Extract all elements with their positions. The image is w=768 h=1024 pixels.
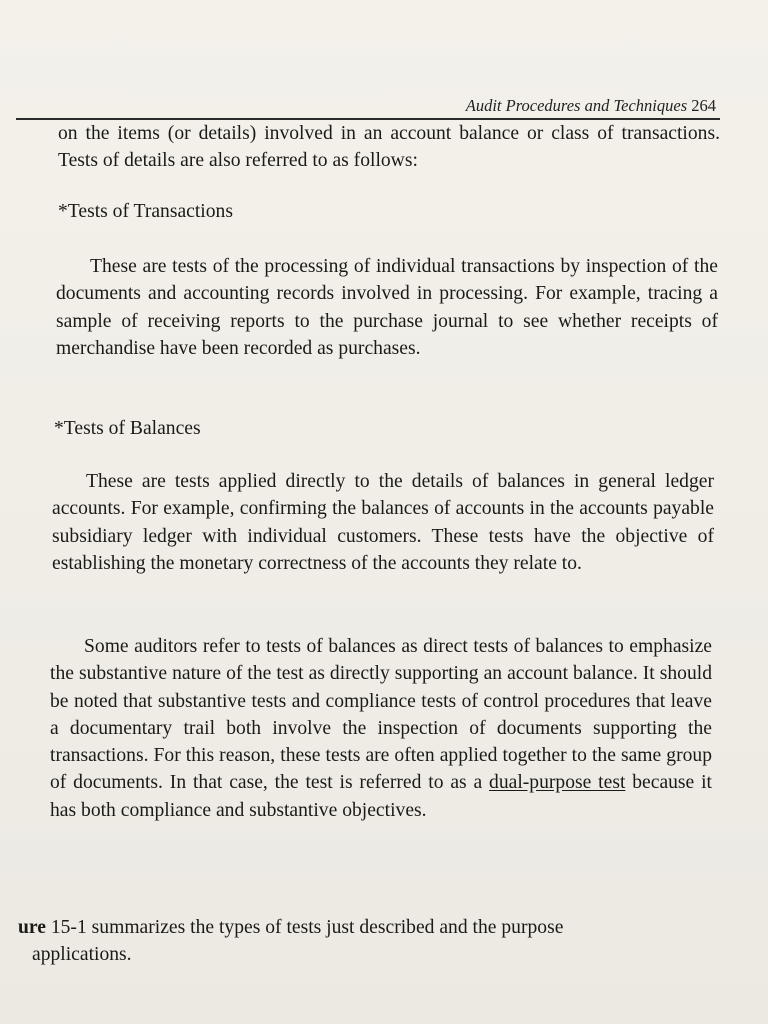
direct-tests-paragraph <box>50 633 712 824</box>
running-header <box>0 96 716 116</box>
figure-note-bold-start: ure <box>18 917 46 938</box>
figure-note-line2: applications. <box>32 944 132 966</box>
header-title: Audit Procedures and Techniques <box>465 96 688 115</box>
tests-of-transactions-paragraph: These are tests of the processing of individual transactions by inspection of the documents and accounting records involved in processing. For example, tracing a sample of receiving reports to the purchase journal to see whether receipts of merchandise have been recorded as purchases. <box>56 256 718 359</box>
tests-of-balances-paragraph: These are tests applied directly to the details of balances in general ledger accounts. For example, confirming the balances of accounts in the accounts payable subsidiary ledger with individual customers. These tests have the objective of establishing the monetary correctness of the accounts they relate to. <box>52 471 714 574</box>
intro-paragraph: on the items (or details) involved in an account balance or class of transactions. Tests of details are also referred to as follows: <box>58 123 720 172</box>
figure-note-paragraph <box>18 914 718 969</box>
direct-tests-text-after: because it has both compliance and substantive objectives. <box>50 772 712 821</box>
figure-note-text: 15-1 summarizes the types of tests just described and the purpose <box>45 917 564 938</box>
direct-tests-text-before: Some auditors refer to tests of balances as direct tests of balances to emphasize the substantive nature of the test as directly supporting an account balance. It should be noted that substantive tests and compliance tests of control procedures that leave a documentary trail both involve the inspection of documents supporting the transactions. For this reason, these tests are often applied together to the same group of documents. In that case, the test is referred to as a <box>50 636 712 794</box>
tests-of-balances-heading: *Tests of Balances <box>54 418 201 439</box>
tests-of-transactions-heading: *Tests of Transactions <box>58 201 233 222</box>
dual-purpose-test-term: dual-purpose test <box>489 772 626 794</box>
page-number: 264 <box>691 96 716 115</box>
